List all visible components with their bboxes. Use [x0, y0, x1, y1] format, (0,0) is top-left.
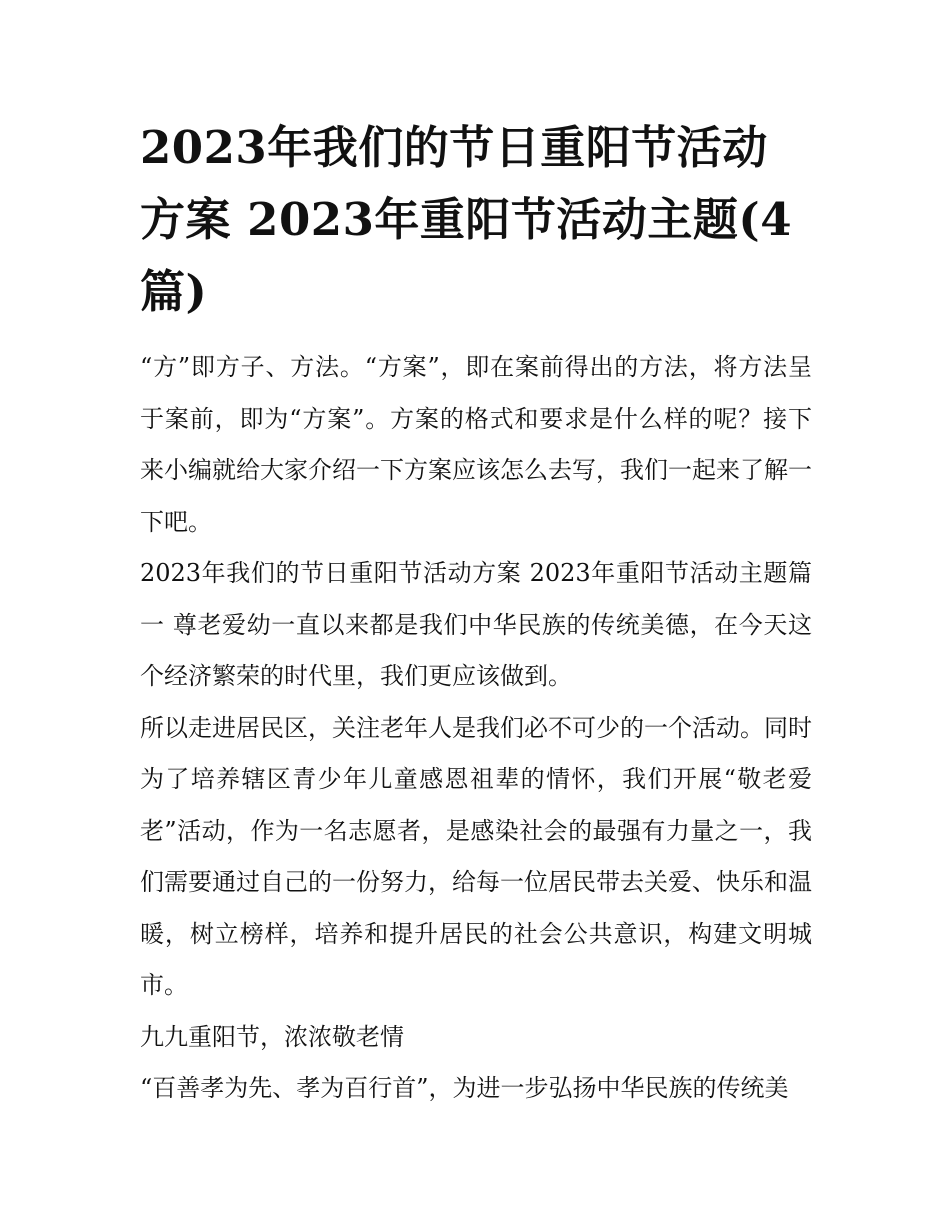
paragraph-intro: “方”即方子、方法。“方案”，即在案前得出的方法，将方法呈于案前，即为“方案”。方案的格式和要求是什么样的呢？接下来小编就给大家介绍一下方案应该怎么去写，我们一起来了解一下吧。 — [140, 353, 812, 536]
paragraph-closing: “百善孝为先、孝为百行首”，为进一步弘扬中华民族的传统美 — [140, 1074, 789, 1102]
paragraph-body: 所以走进居民区，关注老年人是我们必不可少的一个活动。同时为了培养辖区青少年儿童感恩祖辈的情怀，我们开展“敬老爱老”活动，作为一名志愿者，是感染社会的最强有力量之一，我们需要通过自己的一份努力，给每一位居民带去关爱、快乐和温暖，树立榜样，培养和提升居民的社会公共意识，构建文明城市。 — [140, 713, 812, 999]
paragraph-section-one: 2023年我们的节日重阳节活动方案 2023年重阳节活动主题篇一 尊老爱幼一直以来都是我们中华民族的传统美德，在今天这个经济繁荣的时代里，我们更应该做到。 — [140, 559, 812, 690]
document-page — [140, 112, 812, 1115]
document-title: 2023年我们的节日重阳节活动方案 2023年重阳节活动主题(4篇) — [140, 121, 793, 318]
paragraph-heading-line: 九九重阳节，浓浓敬老情 — [140, 1022, 404, 1051]
